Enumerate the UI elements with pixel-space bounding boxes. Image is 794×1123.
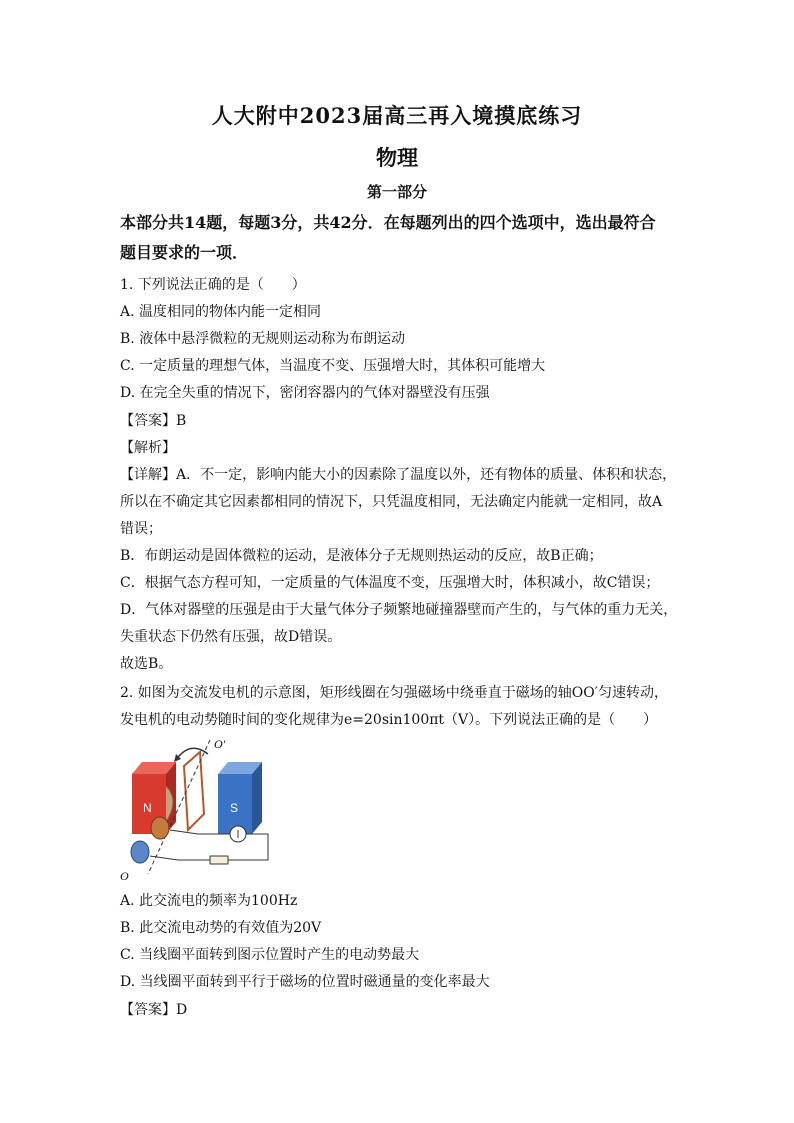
q1-analysis: 【解析】 [120, 440, 176, 456]
generator-diagram [118, 734, 278, 884]
part-title: 第一部分 [366, 183, 427, 201]
q1-detail-line: B．布朗运动是固体微粒的运动，是液体分子无规则热运动的反应，故B正确； [120, 548, 603, 564]
q2-option-b: B. 此交流电动势的有效值为20V [120, 920, 322, 936]
q1-detail-line: C．根据气态方程可知，一定质量的气体温度不变，压强增大时，体积减小，故C错误； [120, 575, 660, 591]
intro-line: 题目要求的一项． [120, 243, 249, 262]
q1-detail-line: 错误； [120, 521, 162, 537]
q1-option-d: D. 在完全失重的情况下，密闭容器内的气体对器壁没有压强 [120, 385, 490, 401]
axis-top-label: O′ [214, 737, 226, 751]
n-label: N [143, 801, 152, 815]
q1-option-c: C. 一定质量的理想气体，当温度不变、压强增大时，其体积可能增大 [120, 358, 546, 374]
q2-option-a: A. 此交流电的频率为100Hz [120, 893, 298, 909]
q1-detail-line: 所以在不确定其它因素都相同的情况下，只凭温度相同，无法确定内能就一定相同，故A [120, 494, 663, 510]
q1-detail-line: 故选B。 [120, 656, 173, 672]
q2-answer: 【答案】D [120, 1002, 188, 1018]
coil [184, 752, 204, 830]
s-label: S [230, 801, 239, 815]
slip-ring [131, 841, 149, 863]
q2-option-d: D. 当线圈平面转到平行于磁场的位置时磁通量的变化率最大 [120, 974, 490, 990]
slip-ring [151, 817, 169, 839]
q2-stem-line: 2. 如图为交流发电机的示意图，矩形线圈在匀强磁场中绕垂直于磁场的轴OO′匀速转动， [120, 685, 668, 701]
circuit-wire [150, 856, 210, 860]
q1-option-b: B. 液体中悬浮微粒的无规则运动称为布朗运动 [120, 331, 406, 347]
axis-bottom-label: O [120, 869, 129, 883]
q1-stem: 1. 下列说法正确的是（ ） [120, 277, 306, 293]
intro-line: 本部分共14题，每题3分，共42分．在每题列出的四个选项中，选出最符合 [120, 213, 656, 232]
q2-stem-line: 发电机的电动势随时间的变化规律为e=20sin100πt（V）。下列说法正确的是（ ） [120, 712, 658, 728]
page-title: 人大附中2023届高三再入境摸底练习 [211, 103, 583, 128]
q2-option-c: C. 当线圈平面转到图示位置时产生的电动势最大 [120, 947, 420, 963]
subject-title: 物理 [376, 145, 418, 170]
magnet-s-side [252, 762, 262, 834]
q1-option-a: A. 温度相同的物体内能一定相同 [120, 304, 322, 320]
q1-detail-line: D．气体对器壁的压强是由于大量气体分子频繁地碰撞器壁而产生的，与气体的重力无关， [120, 602, 678, 618]
q1-detail-line: 失重状态下仍然有压强，故D错误。 [120, 629, 342, 645]
q1-detail-line: 【详解】A．不一定，影响内能大小的因素除了温度以外，还有物体的质量、体积和状态， [120, 467, 677, 483]
resistor [210, 856, 228, 864]
q1-answer: 【答案】B [120, 413, 187, 429]
